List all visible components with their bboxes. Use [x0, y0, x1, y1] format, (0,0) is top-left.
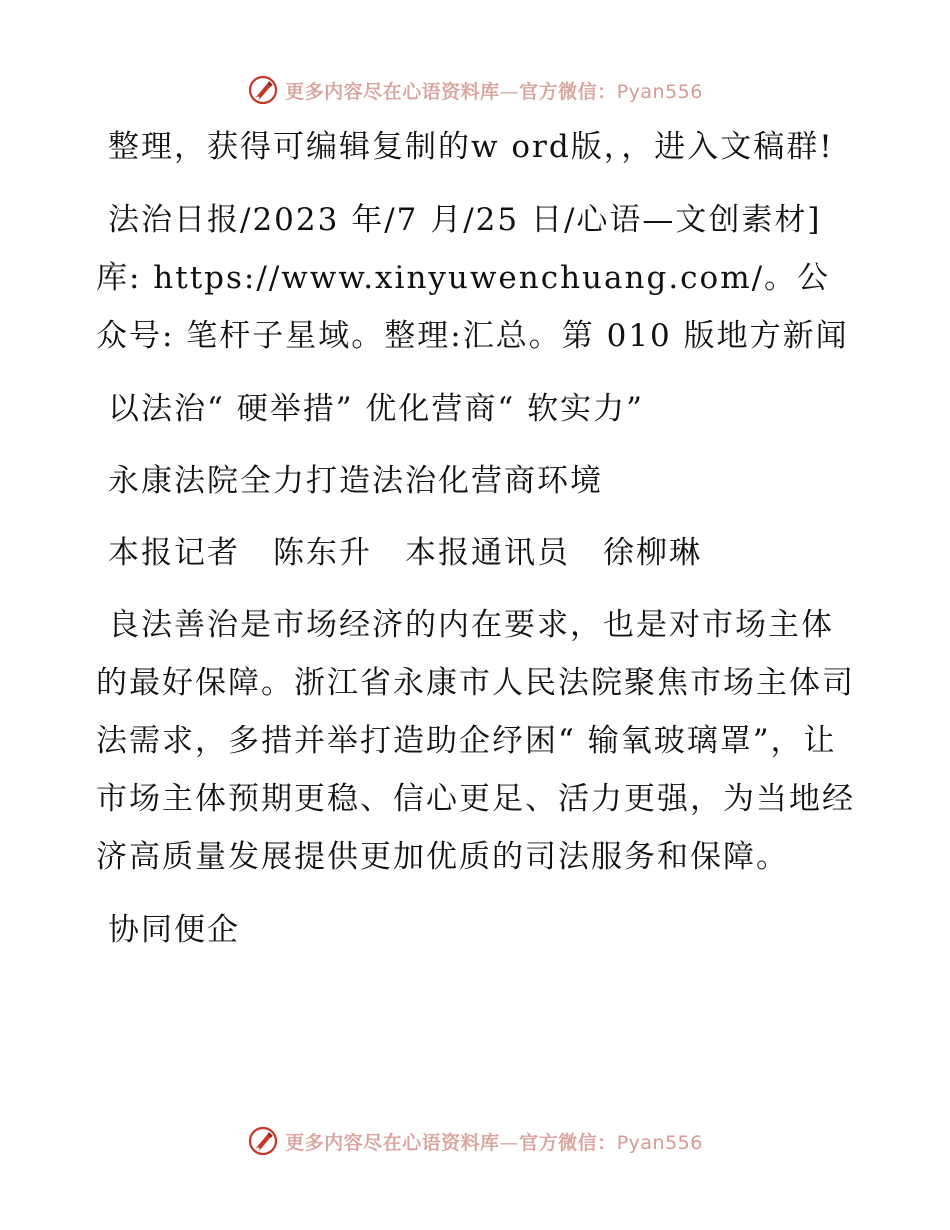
byline: 本报记者 陈东升 本报通讯员 徐柳琳	[108, 535, 702, 571]
watermark-label: 官方微信：	[519, 80, 617, 103]
pen-logo-icon	[247, 74, 279, 106]
watermark-dash: —	[499, 80, 520, 103]
paragraph-intro: 整理，获得可编辑复制的w ord版，，进入文稿群!	[108, 129, 834, 165]
paragraph-body: 良法善治是市场经济的内在要求，也是对市场主体的最好保障。浙江省永康市人民法院聚焦市场主体司法需求，多措并举打造助企纾困“ 输氧玻璃罩”，让市场主体预期更稳、信心更足、活力更强，为当地经济高质量发展提供更加优质的司法服务和保障。	[96, 607, 855, 875]
subheadline: 永康法院全力打造法治化营商环境	[108, 463, 603, 499]
pen-logo-icon	[247, 1125, 279, 1157]
watermark-wechat-id: Pyan556	[616, 80, 703, 103]
watermark-wechat-id: Pyan556	[616, 1131, 703, 1154]
watermark-text	[285, 1128, 703, 1155]
watermark-main: 更多内容尽在心语资料库	[285, 80, 500, 103]
watermark-footer	[0, 1121, 950, 1161]
watermark-label: 官方微信：	[519, 1131, 617, 1154]
watermark-text	[285, 77, 703, 104]
document-body	[96, 118, 856, 974]
paragraph-source: 法治日报/2023 年/7 月/25 日/心语—文创素材]库: https://www.xinyuwenchuang.com/。公众号: 笔杆子星域。整理:汇总。第 010 版地方新闻	[96, 202, 849, 354]
headline: 以法治“ 硬举措” 优化营商“ 软实力”	[108, 391, 644, 427]
watermark-header	[0, 70, 950, 110]
watermark-main: 更多内容尽在心语资料库	[285, 1131, 500, 1154]
watermark-dash: —	[499, 1131, 520, 1154]
section-heading: 协同便企	[108, 912, 240, 948]
